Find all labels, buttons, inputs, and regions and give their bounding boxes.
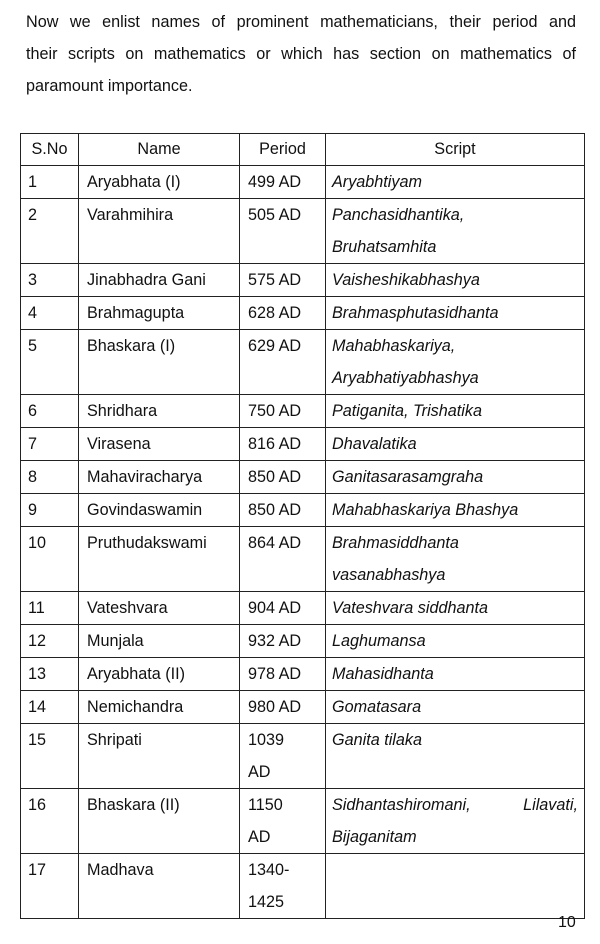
- script-line: Vaisheshikabhashya: [332, 271, 480, 289]
- name-cell: Pruthudakswami: [79, 527, 240, 592]
- sno-cell: 6: [21, 395, 79, 428]
- name-cell: Aryabhata (I): [79, 166, 240, 199]
- period-line: 816 AD: [248, 435, 302, 453]
- period-cell: [240, 461, 326, 494]
- period-line: AD: [248, 763, 271, 781]
- table-row: [21, 527, 585, 592]
- script-line: Vateshvara siddhanta: [332, 599, 488, 617]
- sno-cell: 7: [21, 428, 79, 461]
- period-line: 1340-: [248, 861, 290, 879]
- period-line: 1425: [248, 893, 285, 911]
- intro-line: paramount importance.: [26, 77, 193, 95]
- table-row: [21, 395, 585, 428]
- period-line: 505 AD: [248, 206, 302, 224]
- name-cell: Shridhara: [79, 395, 240, 428]
- sno-cell: 4: [21, 297, 79, 330]
- name-cell: Bhaskara (I): [79, 330, 240, 395]
- period-cell: [240, 854, 326, 919]
- script-cell: [326, 199, 585, 264]
- script-line: Bruhatsamhita: [332, 238, 437, 256]
- script-cell: [326, 166, 585, 199]
- script-line: Bijaganitam: [332, 828, 417, 846]
- script-line: Dhavalatika: [332, 435, 417, 453]
- script-cell: [326, 658, 585, 691]
- table-body: [21, 166, 585, 919]
- script-cell: [326, 264, 585, 297]
- name-cell: Bhaskara (II): [79, 789, 240, 854]
- sno-cell: 12: [21, 625, 79, 658]
- period-line: 980 AD: [248, 698, 302, 716]
- script-part: Sidhantashiromani,: [332, 796, 471, 814]
- table-row: [21, 854, 585, 919]
- script-cell: [326, 527, 585, 592]
- name-cell: Munjala: [79, 625, 240, 658]
- script-cell: [326, 395, 585, 428]
- name-header: Name: [79, 134, 240, 166]
- name-cell: Nemichandra: [79, 691, 240, 724]
- script-line: Laghumansa: [332, 632, 426, 650]
- table-row: [21, 166, 585, 199]
- table-row: [21, 789, 585, 854]
- sno-cell: 13: [21, 658, 79, 691]
- table-row: [21, 691, 585, 724]
- period-line: 904 AD: [248, 599, 302, 617]
- period-line: AD: [248, 828, 271, 846]
- script-line: Brahmasphutasidhanta: [332, 304, 499, 322]
- name-cell: Shripati: [79, 724, 240, 789]
- period-header: Period: [240, 134, 326, 166]
- script-cell: [326, 789, 585, 854]
- script-line: Aryabhatiyabhashya: [332, 369, 479, 387]
- period-cell: [240, 395, 326, 428]
- sno-cell: 1: [21, 166, 79, 199]
- script-line: Ganitasarasamgraha: [332, 468, 484, 486]
- sno-cell: 16: [21, 789, 79, 854]
- table-row: [21, 592, 585, 625]
- sno-cell: 17: [21, 854, 79, 919]
- script-cell: [326, 691, 585, 724]
- period-cell: [240, 297, 326, 330]
- script-line: Aryabhtiyam: [332, 173, 422, 191]
- period-line: 750 AD: [248, 402, 302, 420]
- period-cell: [240, 789, 326, 854]
- table-row: [21, 297, 585, 330]
- table-row: [21, 199, 585, 264]
- period-line: 864 AD: [248, 534, 302, 552]
- script-cell: [326, 854, 585, 919]
- period-cell: [240, 625, 326, 658]
- intro-paragraph: [26, 6, 576, 102]
- sno-cell: 2: [21, 199, 79, 264]
- table-row: [21, 264, 585, 297]
- sno-cell: 5: [21, 330, 79, 395]
- name-cell: Virasena: [79, 428, 240, 461]
- period-cell: [240, 691, 326, 724]
- name-cell: Govindaswamin: [79, 494, 240, 527]
- name-cell: Varahmihira: [79, 199, 240, 264]
- script-part: Lilavati,: [523, 796, 578, 814]
- script-line: Mahabhaskariya,: [332, 337, 456, 355]
- name-cell: Aryabhata (II): [79, 658, 240, 691]
- name-cell: Vateshvara: [79, 592, 240, 625]
- period-cell: [240, 166, 326, 199]
- script-line: Patiganita, Trishatika: [332, 402, 482, 420]
- period-cell: [240, 494, 326, 527]
- period-cell: [240, 592, 326, 625]
- script-cell: [326, 330, 585, 395]
- sno-cell: 9: [21, 494, 79, 527]
- period-line: 575 AD: [248, 271, 302, 289]
- table-row: [21, 330, 585, 395]
- period-line: 850 AD: [248, 468, 302, 486]
- script-line: Mahasidhanta: [332, 665, 434, 683]
- period-cell: [240, 264, 326, 297]
- period-cell: [240, 724, 326, 789]
- name-cell: Brahmagupta: [79, 297, 240, 330]
- sno-cell: 3: [21, 264, 79, 297]
- script-line: Panchasidhantika,: [332, 206, 465, 224]
- table-row: [21, 494, 585, 527]
- period-line: 1150: [248, 796, 283, 814]
- table-row: [21, 625, 585, 658]
- sno-cell: 11: [21, 592, 79, 625]
- sno-cell: 14: [21, 691, 79, 724]
- table-row: [21, 724, 585, 789]
- mathematicians-table: [20, 133, 585, 919]
- script-cell: [326, 494, 585, 527]
- period-cell: [240, 527, 326, 592]
- period-line: 628 AD: [248, 304, 302, 322]
- period-line: 629 AD: [248, 337, 302, 355]
- intro-line: Now we enlist names of prominent mathematicians, their period and: [26, 13, 576, 31]
- sno-cell: 8: [21, 461, 79, 494]
- intro-line: their scripts on mathematics or which has section on mathematics of: [26, 45, 576, 63]
- script-line: Ganita tilaka: [332, 731, 422, 749]
- script-cell: [326, 625, 585, 658]
- name-cell: Mahaviracharya: [79, 461, 240, 494]
- script-cell: [326, 428, 585, 461]
- period-line: 932 AD: [248, 632, 302, 650]
- period-line: 1039: [248, 731, 285, 749]
- period-cell: [240, 199, 326, 264]
- period-cell: [240, 658, 326, 691]
- script-cell: [326, 297, 585, 330]
- script-line: [332, 789, 578, 821]
- page-number: 10: [558, 914, 576, 931]
- table-row: [21, 428, 585, 461]
- sno-cell: 10: [21, 527, 79, 592]
- script-line: Gomatasara: [332, 698, 422, 716]
- script-cell: [326, 592, 585, 625]
- script-line: Brahmasiddhanta: [332, 534, 459, 552]
- table-row: [21, 658, 585, 691]
- sno-header: S.No: [21, 134, 79, 166]
- sno-cell: 15: [21, 724, 79, 789]
- script-header: Script: [326, 134, 585, 166]
- table-row: [21, 461, 585, 494]
- period-line: 850 AD: [248, 501, 302, 519]
- table-header-row: [21, 134, 585, 166]
- period-cell: [240, 330, 326, 395]
- name-cell: Jinabhadra Gani: [79, 264, 240, 297]
- script-cell: [326, 461, 585, 494]
- period-cell: [240, 428, 326, 461]
- name-cell: Madhava: [79, 854, 240, 919]
- script-line: Mahabhaskariya Bhashya: [332, 501, 519, 519]
- script-line: vasanabhashya: [332, 566, 446, 584]
- period-line: 978 AD: [248, 665, 302, 683]
- period-line: 499 AD: [248, 173, 302, 191]
- script-cell: [326, 724, 585, 789]
